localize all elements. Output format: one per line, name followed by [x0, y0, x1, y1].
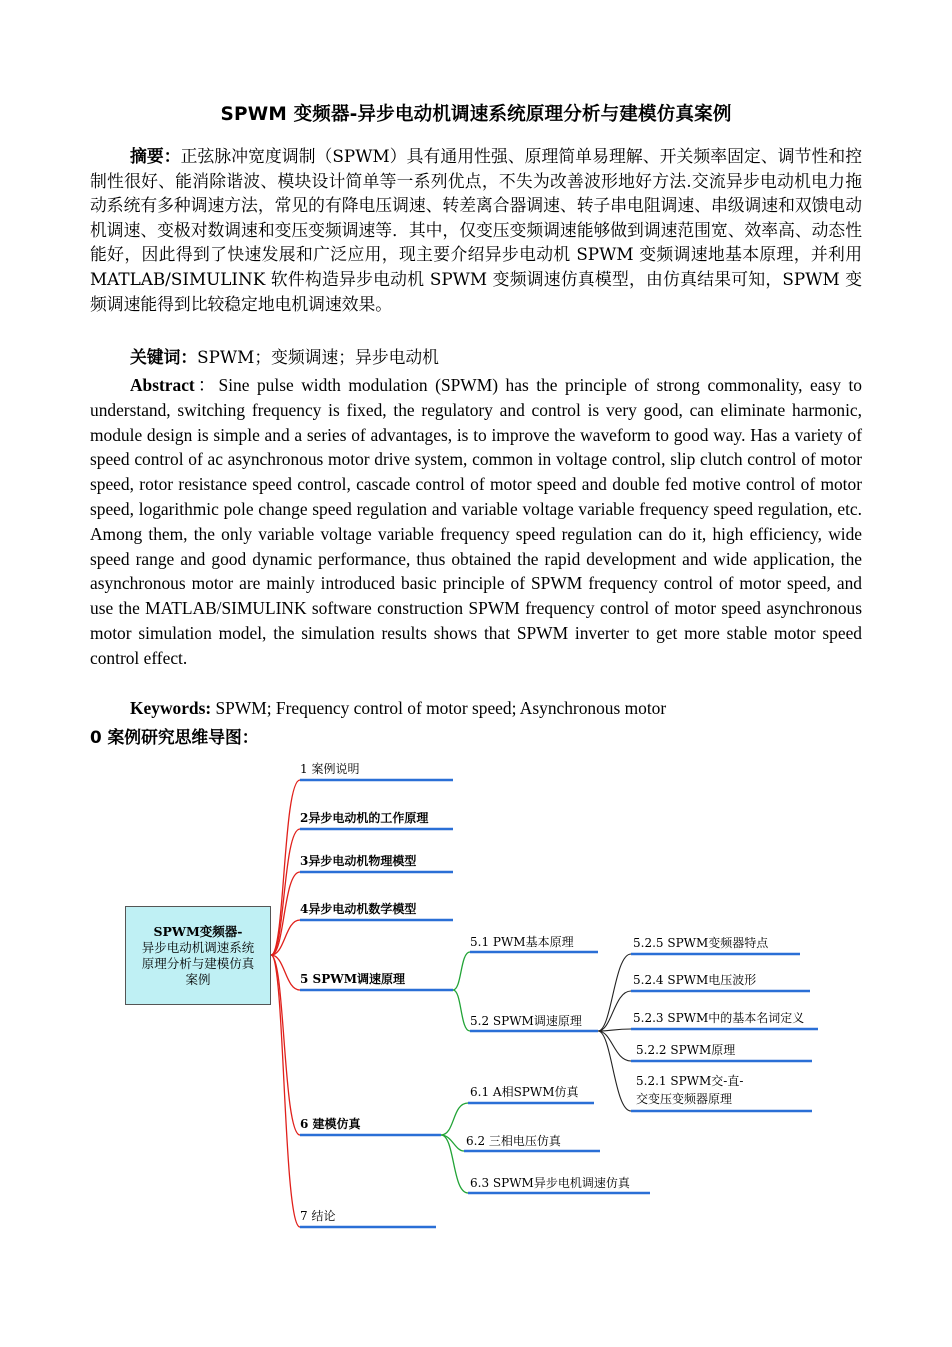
branch-label-6: 6 建模仿真: [300, 1117, 361, 1131]
abstract-cn-text: 正弦脉冲宽度调制（SPWM）具有通用性强、原理简单易理解、开关频率固定、调节性和控制性很好、能消除谐波、模块设计简单等一系列优点，不失为改善波形地好方法.交流异步电动机电力拖动系统有多种调速方法，常见的有降电压调速、转差离合器调速、转子串电阻调速、串级调速和双馈电动机调速、变极对数调速和变压变频调速等．其中，仅变压变频调速能够做到调速范围宽、效率高、动态性能好，因此得到了快速发展和广泛应用，现主要介绍异步电动机 SPWM 变频调速地基本原理，并利用 MATLAB/SIMULINK 软件构造异步电动机 SPWM 变频调速仿真模型，由仿真结果可知，SPWM 变频调速能得到比较稳定地电机调速效果。: [90, 146, 862, 314]
keywords-cn-label: 关键词：: [130, 347, 198, 367]
keywords-en-text: SPWM; Frequency control of motor speed; Asynchronous motor: [211, 698, 667, 718]
branch-underlines: [300, 780, 453, 1227]
connector-521: [598, 1031, 631, 1111]
abstract-en-text: ：Sine pulse width modulation (SPWM) has the principle of strong commonality, easy to understand, switching frequency is fixed, the regulatory and control is very good, can eliminate harmonic, module design is simple and a series of advantages, is to improve the waveform to good way. Has a variety of speed control of ac asynchronous motor drive system, common in voltage control, slip clutch control of motor speed, rotor resistance speed control, cascade control of motor speed and double fed motive control of motor speed, logarithmic pole change speed regulation and variable voltage variable frequency speed regulation, etc. Among them, the only variable voltage variable frequency speed regulation can do it, high efficiency, wide speed range and good dynamic performance, thus obtained the rapid development and wide application, the asynchronous motor are mainly introduced basic principle of SPWM frequency control of motor speed, and use the MATLAB/SIMULINK software construction SPWM frequency control of motor speed asynchronous motor simulation model, the simulation results shows that SPWM inverter to get more stable motor speed control effect.: [90, 375, 862, 668]
connector-524: [598, 991, 631, 1031]
leaf-label-525: 5.2.5 SPWM变频器特点: [633, 936, 769, 950]
sub-label-5-2: 5.2 SPWM调速原理: [470, 1014, 582, 1028]
leaf-label-524: 5.2.4 SPWM电压波形: [633, 973, 757, 987]
branch-label-7: 7 结论: [300, 1209, 336, 1223]
green-connectors: [441, 952, 470, 1193]
connector-branch-1: [271, 780, 300, 955]
section-0-heading: 0 案例研究思维导图：: [90, 727, 259, 747]
sub-label-5-1: 5.1 PWM基本原理: [470, 935, 574, 949]
leaf-label-521-line2: 交变压变频器原理: [636, 1092, 733, 1106]
root-line-4: 案例: [185, 971, 211, 987]
branch-label-1: 1 案例说明: [300, 762, 360, 776]
sub-label-6-2: 6.2 三相电压仿真: [466, 1134, 561, 1148]
mind-map-root: [125, 906, 271, 1005]
connector-branch-7: [271, 955, 300, 1227]
root-line-3: 原理分析与建模仿真: [141, 955, 255, 971]
leaf-label-522: 5.2.2 SPWM原理: [636, 1043, 736, 1057]
branch-label-4: 4异步电动机数学模型: [300, 902, 417, 916]
sub-label-6-3: 6.3 SPWM异步电机调速仿真: [470, 1176, 630, 1190]
keywords-en-label: Keywords:: [130, 698, 212, 718]
root-line-1: SPWM变频器-: [153, 923, 243, 939]
connector-6-1: [441, 1103, 468, 1135]
root-connectors: [271, 780, 300, 1227]
keywords-cn-text: SPWM；变频调速；异步电动机: [197, 347, 439, 367]
branch-label-3: 3异步电动机物理模型: [300, 854, 417, 868]
abstract-cn-label: 摘要：: [130, 146, 181, 166]
sub-label-6-1: 6.1 A相SPWM仿真: [470, 1085, 579, 1099]
connector-5-1: [453, 952, 470, 990]
abstract-en-label: Abstract: [130, 375, 195, 395]
root-line-2: 异步电动机调速系统: [141, 939, 255, 955]
black-connectors: [598, 954, 631, 1111]
connector-5-2: [453, 990, 470, 1031]
sub-underlines: [464, 952, 650, 1193]
leaf-label-523: 5.2.3 SPWM中的基本名词定义: [633, 1011, 805, 1025]
paper-title: SPWM 变频器-异步电动机调速系统原理分析与建模仿真案例: [220, 104, 732, 125]
branch-label-2: 2异步电动机的工作原理: [300, 811, 429, 825]
branch-label-5: 5 SPWM调速原理: [300, 972, 405, 986]
leaf-label-521-line1: 5.2.1 SPWM交-直-: [636, 1074, 744, 1088]
connector-6-2: [441, 1135, 464, 1151]
